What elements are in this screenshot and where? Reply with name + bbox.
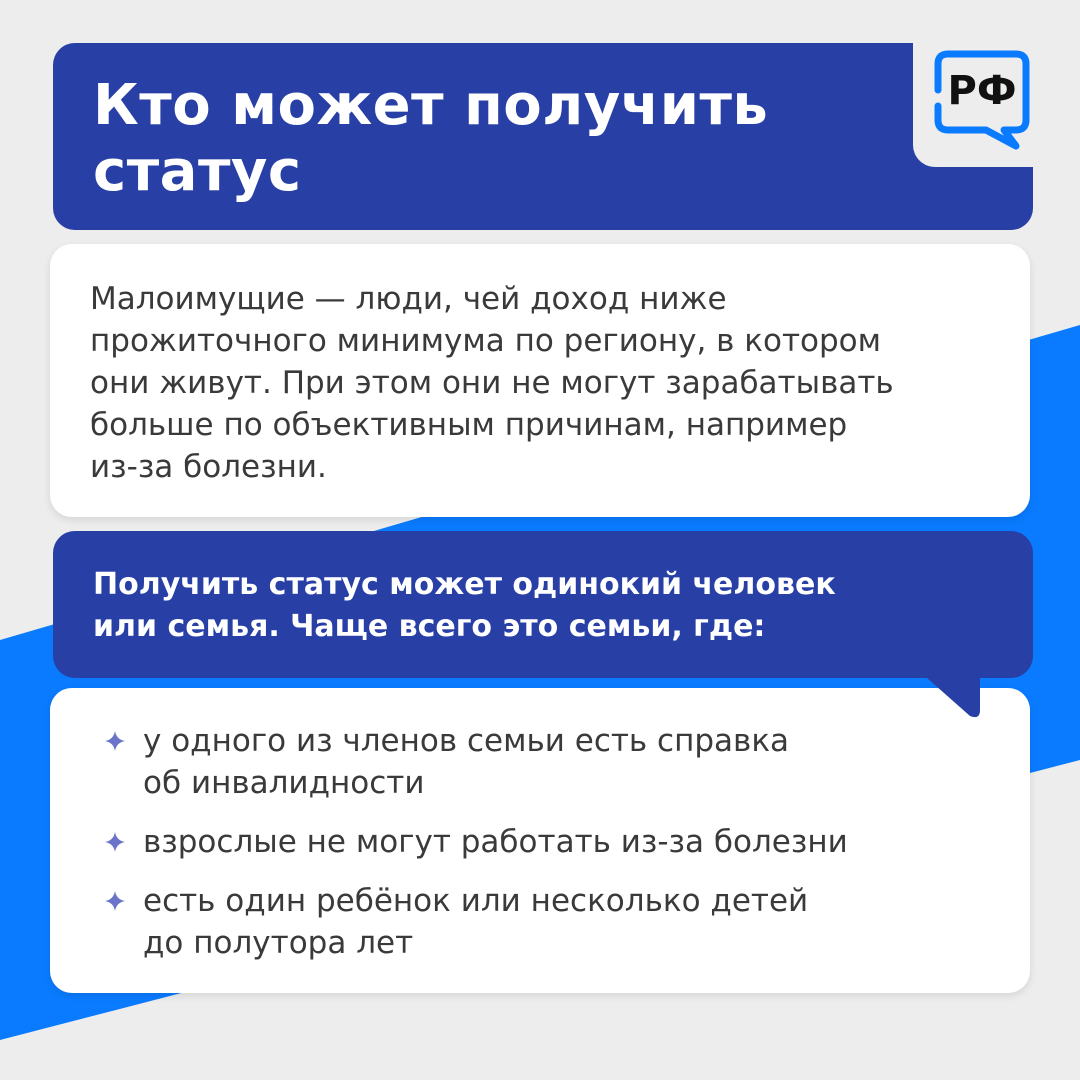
intro-line: они живут. При этом они не могут зарабатывать [90, 365, 894, 401]
conditions-list [105, 720, 985, 981]
title-card [53, 43, 1033, 230]
intro-line: Малоимущие — люди, чей доход ниже [90, 281, 727, 317]
subheading-line: или семья. Чаще всего это семьи, где: [93, 609, 766, 644]
subheading-line: Получить статус может одинокий человек [93, 567, 836, 602]
list-item-line: есть один ребёнок или несколько детей [143, 883, 809, 919]
intro-line: прожиточного минимума по региону, в котором [90, 323, 882, 359]
diamond-star-icon [105, 731, 125, 751]
title-line-1: Кто может получить [93, 73, 769, 138]
subheading-card [53, 531, 1033, 678]
diamond-star-icon [105, 891, 125, 911]
intro-line: больше по объективным причинам, например [90, 407, 848, 443]
list-item [105, 880, 985, 964]
list-item-line: до полутора лет [143, 925, 414, 961]
subheading-text [93, 564, 973, 648]
list-item-line: взрослые не могут работать из-за болезни [143, 824, 848, 860]
list-item [105, 720, 985, 804]
logo-text: РФ [947, 68, 1017, 114]
speech-tail [918, 670, 988, 720]
list-item-line: об инвалидности [143, 765, 425, 801]
intro-card [50, 244, 1030, 517]
intro-paragraph [90, 278, 970, 488]
list-item [105, 821, 985, 863]
speech-bubble-logo-icon [934, 50, 1030, 150]
diamond-star-icon [105, 832, 125, 852]
page-title [93, 73, 793, 205]
intro-line: из-за болезни. [90, 449, 327, 485]
title-line-2: статус [93, 139, 302, 204]
list-item-line: у одного из членов семьи есть справка [143, 723, 790, 759]
conditions-list-card [50, 688, 1030, 993]
